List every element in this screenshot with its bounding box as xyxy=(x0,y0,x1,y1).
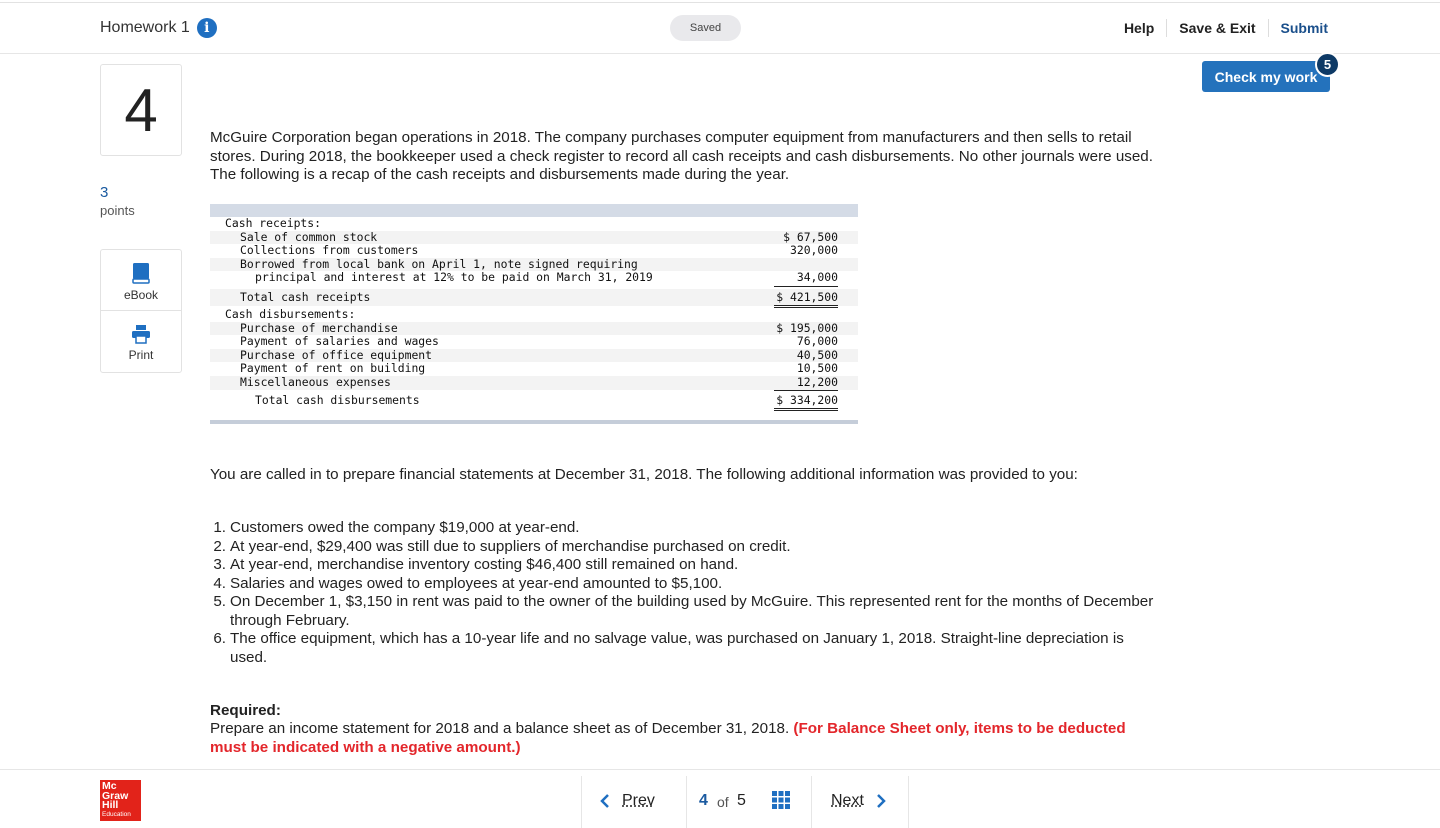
list-item xyxy=(210,593,1155,630)
disbursements-header: Cash disbursements: xyxy=(225,307,356,321)
additional-info-list xyxy=(210,519,1155,667)
current-page: 4 xyxy=(699,792,708,809)
total-pages: 5 xyxy=(737,792,746,809)
table-row xyxy=(210,271,858,285)
ebook-label: eBook xyxy=(123,288,159,302)
prev-button[interactable] xyxy=(600,792,655,810)
total-label: Total cash receipts xyxy=(240,290,371,304)
print-button[interactable] xyxy=(101,312,181,373)
save-status-badge: Saved xyxy=(670,15,741,41)
ebook-button[interactable] xyxy=(101,250,181,311)
table-row xyxy=(210,349,858,363)
item-text: At year-end, merchandise inventory costing $46,400 still remained on hand. xyxy=(230,556,739,573)
save-exit-link[interactable]: Save & Exit xyxy=(1179,20,1256,36)
table-footer-bar xyxy=(210,420,858,424)
item-text: At year-end, $29,400 was still due to suppliers of merchandise purchased on credit. xyxy=(230,537,791,555)
required-text: Prepare an income statement for 2018 and a balance sheet as of December 31, 2018. xyxy=(210,720,790,737)
printer-icon xyxy=(131,324,151,344)
logo-subtitle: Education xyxy=(102,810,131,818)
item-text: On December 1, $3,150 in rent was paid to the owner of the building used by McGuire. This represented rent for the months of December through February. xyxy=(230,593,1154,629)
chevron-right-icon xyxy=(876,794,886,808)
total-amount: $ 421,500 xyxy=(776,290,838,304)
row-label: Purchase of merchandise xyxy=(240,320,398,335)
required-warning: (For Balance Sheet only, items to be deducted must be indicated with a negative amount.) xyxy=(210,720,1126,756)
required-heading: Required: xyxy=(210,702,281,719)
bottom-nav-bar xyxy=(0,769,1440,828)
header-actions xyxy=(1112,19,1328,37)
chevron-left-icon xyxy=(600,794,610,808)
row-label: Purchase of office equipment xyxy=(240,347,433,362)
checks-remaining-badge: 5 xyxy=(1315,52,1340,77)
check-my-work-button[interactable]: Check my work xyxy=(1202,61,1330,92)
logo-line: Mc xyxy=(102,780,117,792)
row-label: Miscellaneous expenses xyxy=(240,375,391,389)
row-label: Collections from customers xyxy=(240,243,419,258)
additional-info-intro: You are called in to prepare financial statements at December 31, 2018. The following additional information was provided to you: xyxy=(210,466,1078,483)
total-label: Total cash disbursements xyxy=(255,393,420,407)
top-bar xyxy=(0,2,1440,54)
item-number: 3. xyxy=(213,556,226,573)
table-row xyxy=(210,244,858,258)
row-amount: 320,000 xyxy=(789,243,838,258)
assignment-title-text: Homework 1 xyxy=(100,19,190,36)
row-amount: 12,200 xyxy=(796,375,838,389)
table-row xyxy=(210,217,858,231)
total-double-rule xyxy=(774,305,838,306)
book-icon xyxy=(132,262,150,284)
row-amount: 10,500 xyxy=(796,361,838,376)
help-link[interactable]: Help xyxy=(1123,20,1155,36)
subtotal-rule xyxy=(774,286,838,287)
mcgraw-hill-logo xyxy=(100,780,141,821)
total-double-rule xyxy=(774,408,838,409)
subtotal-rule xyxy=(774,390,838,391)
table-row xyxy=(210,258,858,272)
table-row xyxy=(210,362,858,376)
list-item xyxy=(210,556,1155,575)
row-label: Borrowed from local bank on April 1, note signed requiring xyxy=(240,256,638,271)
table-row xyxy=(210,376,858,390)
assignment-title xyxy=(100,18,217,38)
required-instructions xyxy=(210,720,1155,757)
row-amount: 76,000 xyxy=(796,334,838,349)
receipts-header: Cash receipts: xyxy=(225,216,322,230)
row-amount: 34,000 xyxy=(796,270,838,285)
logo-line: Hill xyxy=(102,799,119,811)
row-amount: $ 195,000 xyxy=(776,320,838,335)
info-icon[interactable]: i xyxy=(197,18,217,38)
table-row xyxy=(210,322,858,336)
list-item xyxy=(210,630,1155,667)
total-double-rule xyxy=(774,410,838,411)
submit-link[interactable]: Submit xyxy=(1280,20,1328,36)
table-row xyxy=(210,392,858,409)
item-text: Salaries and wages owed to employees at year-end amounted to $5,100. xyxy=(230,574,723,592)
grid-icon[interactable] xyxy=(771,790,791,810)
list-item xyxy=(210,575,1155,594)
row-label: Payment of rent on building xyxy=(240,361,426,376)
next-label: Next xyxy=(831,792,864,809)
question-intro: McGuire Corporation began operations in 2018. The company purchases computer equipment from manufacturers and then sells to retail stores. During 2018, the bookkeeper used a check register to record all cash receipts and cash disbursements. No other journals were used. The following is a recap of the cash receipts and disbursements made during the year. xyxy=(210,129,1153,183)
list-item xyxy=(210,519,1155,538)
question-pager xyxy=(581,776,909,828)
total-amount: $ 334,200 xyxy=(776,393,838,407)
item-number: 4. xyxy=(213,574,226,592)
item-number: 6. xyxy=(213,630,226,647)
points-value: 3 xyxy=(100,184,109,201)
row-amount: 40,500 xyxy=(796,347,838,362)
item-text: The office equipment, which has a 10-year life and no salvage value, was purchased on January 1, 2018. Straight-line depreciation is used. xyxy=(230,630,1124,666)
question-number-card: 4 xyxy=(100,64,182,156)
table-row xyxy=(210,289,858,306)
table-row xyxy=(210,231,858,245)
item-text: Customers owed the company $19,000 at year-end. xyxy=(230,519,580,536)
row-amount: $ 67,500 xyxy=(783,229,838,244)
row-label: Sale of common stock xyxy=(240,229,378,244)
page-of-label: of xyxy=(717,794,729,810)
table-row xyxy=(210,308,858,322)
cash-recap-table xyxy=(210,204,858,424)
prev-label: Prev xyxy=(622,792,655,809)
list-item xyxy=(210,538,1155,557)
item-number: 5. xyxy=(213,593,226,610)
logo-line: Graw xyxy=(102,789,129,802)
next-button[interactable] xyxy=(831,792,886,810)
row-label: Payment of salaries and wages xyxy=(240,334,439,349)
row-label: principal and interest at 12% to be paid on March 31, 2019 xyxy=(255,270,653,285)
item-number: 2. xyxy=(213,537,226,555)
question-tools xyxy=(100,249,182,373)
item-number: 1. xyxy=(213,519,226,536)
print-label: Print xyxy=(128,348,154,362)
page-indicator xyxy=(686,776,812,828)
table-row xyxy=(210,335,858,349)
points-label: points xyxy=(100,203,135,218)
